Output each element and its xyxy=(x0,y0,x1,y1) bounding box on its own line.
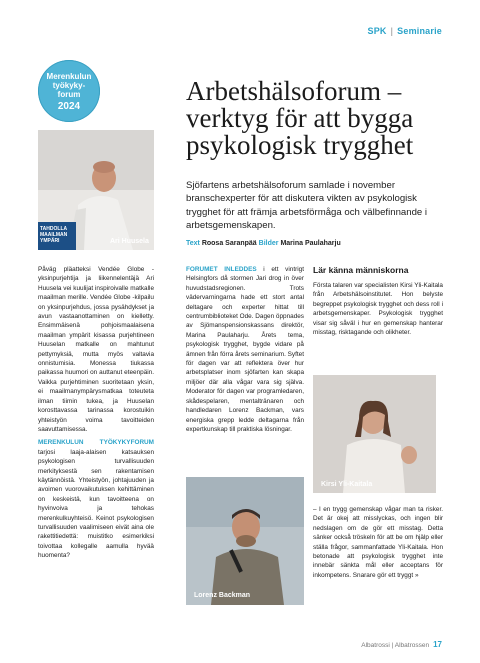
col2-kicker: FORUMET INLEDDES xyxy=(186,266,257,273)
section-header xyxy=(368,26,442,36)
column-3 xyxy=(313,265,443,337)
photo-author: Marina Paulaharju xyxy=(280,240,341,247)
kirsi-caption: Kirsi Yli-Kaitala xyxy=(321,481,373,488)
article-title: Arbetshälsoforum – verktyg för att bygga psykologisk trygghet xyxy=(186,76,414,160)
badge-line-3: forum xyxy=(57,89,81,99)
kirsi-photo-image xyxy=(313,375,436,493)
column-1 xyxy=(38,265,154,561)
speaker-caption: Ari Huusela xyxy=(110,238,149,245)
badge-line-2: työkyky- xyxy=(52,80,86,90)
magazine-name: Albatrossi | Albatrossen xyxy=(361,642,430,649)
article-lead: Sjöfartens arbetshälsoforum samlade i november branschexperter för att diskutera vikten av psykologisk trygghet för att främja arbetsförmåga och välbefinnande i arbetsgemenskapen. xyxy=(186,180,428,232)
badge-line-1: Merenkulun xyxy=(46,71,92,81)
lorenz-photo-image xyxy=(186,477,304,605)
col3-paragraph-1: Första talaren var specialisten Kirsi Yli-Kaitala från Arbetshälsoinstitutet. Hon belyste begreppet psykologisk trygghet och dess roll i arbetsgemenskaper. Psykologisk trygghet visar sig såväl i hur en gemenskap hanterar misstag, risktagande och olikheter. xyxy=(313,282,443,337)
column-2 xyxy=(186,265,304,434)
category-label: Seminarie xyxy=(397,26,442,36)
col2-paragraph-1-text: i ett vintrigt Helsingfors då stormen Jari drog in över huvudstadsregionen. Trots vädervarningarna hade ett stort antal deltagare och experter hittat till centrumbiblioteket Ode. Dagen öppnades av Sjömanspensionskassans direktör, Marina Paulaharju. Årets tema, psykologisk trygghet, bygde vidare på ämnen från förra årets seminarium. Syftet för dagen var att reflektera över hur arbetsplatser inom sjöfarten kan skapa miljöer där alla vågar vara sig själva. Moderator för dagen var programledaren, skådespelaren, mentaltränaren och handledaren Lorenz Backman, vars energiska grepp ledde deltagarna från expertkunskap till praktiska lösningar. xyxy=(186,266,304,433)
lorenz-caption: Lorenz Backman xyxy=(194,592,251,599)
page-footer xyxy=(361,640,442,649)
col1-paragraph-2 xyxy=(38,438,154,560)
speaker-sign: TAHDOLLA MAAILMAN YMPÄRI xyxy=(40,226,68,244)
text-label: Text xyxy=(186,240,200,247)
header-divider: | xyxy=(390,26,394,36)
text-author: Roosa Saranpää xyxy=(201,240,257,247)
col1-paragraph-1: Påväg pläatteksi Vendée Globe -yksinpurjehtija ja liikennelentäjä Ari Huusela vei kuulijat inspiroivalle matkalle maailman merille. Vendée Globe -kilpailu on yksinpurjehdus, jossa pysähdykset ja avun vastaanottaminen on kielletty. Ensimmäisenä pohjoismaalaisena maailman ympärit kisassa purjehtineen Huuselan matkalle on mahtunut pettymyksiä, mutta myös valtavia onnistumisia. Monessa tiukassa paikassa huumori on auttanut eteenpäin. Vaikka purjehtiminen suoritetaan yksin, ei maailmanympärysmatkaa toteuteta ilman tiimin tukea, ja Huuselan korosttavassa tarinassa korostuikin yhteistyön voima tavoitteiden saavuttamisessa. xyxy=(38,266,154,433)
photo-label: Bilder xyxy=(258,240,279,247)
byline xyxy=(186,240,341,247)
col3-subhead: Lär känna människorna xyxy=(313,265,409,275)
badge-year: 2024 xyxy=(57,100,81,112)
kirsi-photo xyxy=(313,375,436,493)
speaker-photo xyxy=(38,130,154,250)
section-label: SPK xyxy=(367,26,387,36)
page-number: 17 xyxy=(433,640,442,649)
lorenz-photo xyxy=(186,477,304,605)
forum-badge xyxy=(38,60,100,122)
col3-paragraph-2: – I en trygg gemenskap vågar man ta risker. Det är okej att misslyckas, och ingen blir nedslagen om de gör ett misstag. Detta sänker också tröskeln för att be om hjälp eller ställa frågor, sammanfattade Yli-Kaitala. Hon betonade att psykologisk trygghet inte innebär sänkta mål eller acceptans för inkompetens. Snarare gör ett tryggt » xyxy=(313,506,443,579)
col2-paragraph-1 xyxy=(186,265,304,434)
col1-paragraph-2-text: tarjosi laaja-alaisen katsauksen psykologisen turvallisuuden merkityksestä sen rakentamisen käytännöistä. Yhteistyön, johtajuuden ja avoimen vuorovaikutuksen kehittäminen on keskeistä, kun tavoitteena on hyvinvoiva ja tehokas merenkulkuyhteisö. Keinot psykologisen turvallisuuden vaalimiseen eivät aina ole rakettitiedettä: muistitko esimerkiksi toivottaa kollegalle aamulla hyvää huomenta? xyxy=(38,448,154,560)
col1-kicker: MERENKULUN TYÖKYKYFORUM xyxy=(38,439,154,447)
